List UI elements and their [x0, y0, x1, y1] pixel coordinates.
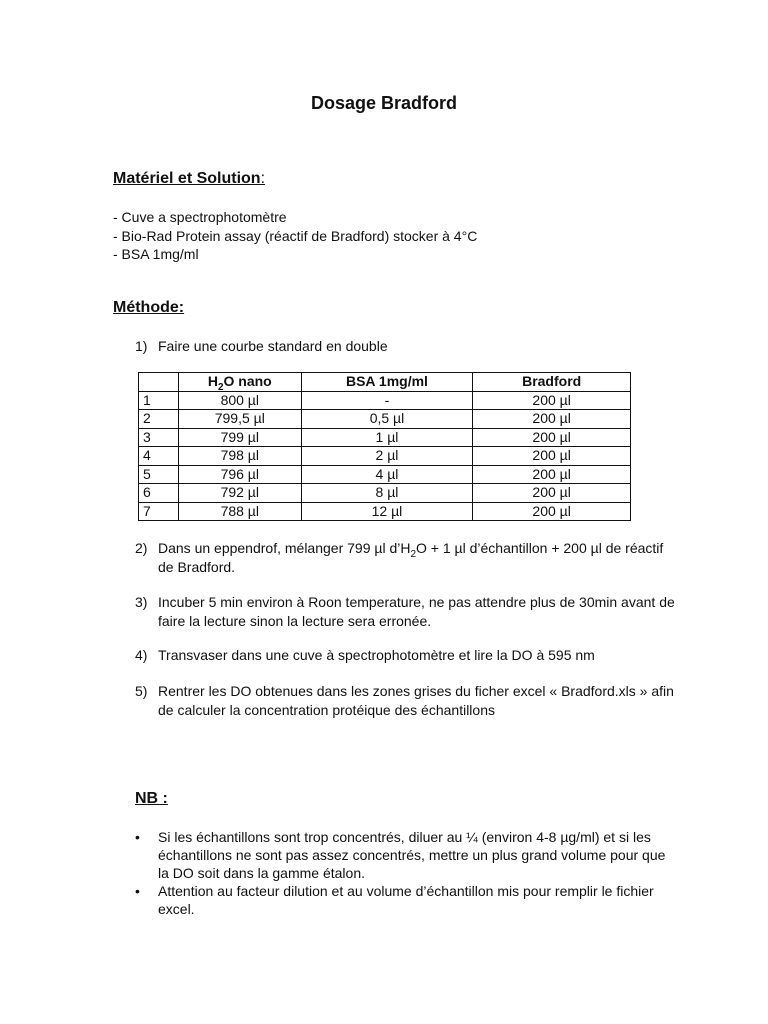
step-number: 2)	[135, 540, 148, 556]
step2-text-pre: Dans un eppendrof, mélanger 799 µl d’H	[158, 540, 411, 556]
cell-bradford: 200 µl	[473, 447, 631, 466]
cell-bradford: 200 µl	[473, 465, 631, 484]
cell-index: 1	[139, 391, 179, 410]
step2-text-post: O + 1 µl d’échantillon + 200 µl de réactif de Bradford.	[158, 540, 664, 575]
cell-bradford: 200 µl	[473, 502, 631, 521]
cell-index: 4	[139, 447, 179, 466]
table-row	[139, 428, 631, 447]
step2-text-sub: 2	[410, 548, 417, 560]
cell-h2o: 799,5 µl	[178, 410, 301, 429]
step-number: 4)	[135, 647, 148, 663]
cell-h2o: 800 µl	[178, 391, 301, 410]
step-text: Faire une courbe standard en double	[158, 338, 388, 354]
cell-index: 3	[139, 428, 179, 447]
standard-curve-table	[138, 372, 631, 521]
header-h2o	[178, 373, 301, 392]
step-text	[158, 539, 675, 576]
nb-item-text: Si les échantillons sont trop concentrés, diluer au ¼ (environ 4-8 µg/ml) et si les échantillons ne sont pas assez concentrés, mettre un plus grand volume pour que la DO soit dans la gamme étalon.	[158, 829, 666, 881]
table-row	[139, 502, 631, 521]
step-text: Rentrer les DO obtenues dans les zones grises du ficher excel « Bradford.xls » afin de calculer la concentration protéique des échantillons	[158, 683, 674, 718]
step-2	[135, 539, 675, 576]
page-title: Dosage Bradford	[310, 93, 458, 113]
cell-h2o: 788 µl	[178, 502, 301, 521]
cell-bradford: 200 µl	[473, 391, 631, 410]
step-text: Transvaser dans une cuve à spectrophotomètre et lire la DO à 595 nm	[158, 647, 595, 663]
step-4	[135, 646, 675, 665]
cell-bsa: 12 µl	[301, 502, 473, 521]
header-bradford: Bradford	[473, 373, 631, 392]
nb-heading-text: NB :	[135, 790, 168, 807]
list-item	[135, 828, 675, 882]
cell-h2o: 798 µl	[178, 447, 301, 466]
nb-item-text: Attention au facteur dilution et au volume d’échantillon mis pour remplir le fichier excel.	[158, 883, 654, 917]
step-number: 5)	[135, 683, 148, 699]
step-3	[135, 593, 675, 630]
cell-index: 6	[139, 484, 179, 503]
materiel-heading-text: Matériel et Solution	[113, 170, 261, 187]
header-h2o-post: O nano	[223, 373, 272, 390]
list-item	[135, 882, 675, 918]
table-header-row	[139, 373, 631, 392]
materiel-item: - BSA 1mg/ml	[113, 246, 199, 262]
cell-bsa: 0,5 µl	[301, 410, 473, 429]
table-row	[139, 447, 631, 466]
bullet-icon: •	[135, 883, 140, 899]
methode-heading	[113, 299, 184, 317]
table-row	[139, 391, 631, 410]
cell-bsa: 8 µl	[301, 484, 473, 503]
header-bsa: BSA 1mg/ml	[301, 373, 473, 392]
materiel-list	[113, 208, 477, 264]
cell-bradford: 200 µl	[473, 410, 631, 429]
cell-bsa: 4 µl	[301, 465, 473, 484]
nb-list	[135, 828, 675, 918]
cell-bsa: 1 µl	[301, 428, 473, 447]
header-h2o-sub: 2	[217, 382, 224, 394]
cell-bradford: 200 µl	[473, 484, 631, 503]
materiel-heading	[113, 170, 265, 188]
cell-bsa: -	[301, 391, 473, 410]
step-number: 3)	[135, 594, 148, 610]
table-row	[139, 410, 631, 429]
cell-bsa: 2 µl	[301, 447, 473, 466]
cell-index: 7	[139, 502, 179, 521]
step-number: 1)	[135, 338, 148, 354]
step-text: Incuber 5 min environ à Roon temperature, ne pas attendre plus de 30min avant de faire la lecture sinon la lecture sera erronée.	[158, 594, 675, 629]
cell-h2o: 792 µl	[178, 484, 301, 503]
nb-heading	[135, 790, 168, 808]
header-index	[139, 373, 179, 392]
step-5	[135, 682, 675, 719]
methode-heading-text: Méthode:	[113, 299, 185, 316]
cell-index: 5	[139, 465, 179, 484]
materiel-item: - Cuve a spectrophotomètre	[113, 209, 287, 225]
step-1	[135, 337, 675, 356]
table-row	[139, 484, 631, 503]
materiel-heading-colon: :	[260, 170, 266, 187]
materiel-item: - Bio-Rad Protein assay (réactif de Bradford) stocker à 4°C	[113, 227, 478, 244]
cell-bradford: 200 µl	[473, 428, 631, 447]
table-row	[139, 465, 631, 484]
bullet-icon: •	[135, 829, 140, 845]
header-h2o-pre: H	[207, 373, 218, 390]
cell-h2o: 796 µl	[178, 465, 301, 484]
cell-index: 2	[139, 410, 179, 429]
cell-h2o: 799 µl	[178, 428, 301, 447]
